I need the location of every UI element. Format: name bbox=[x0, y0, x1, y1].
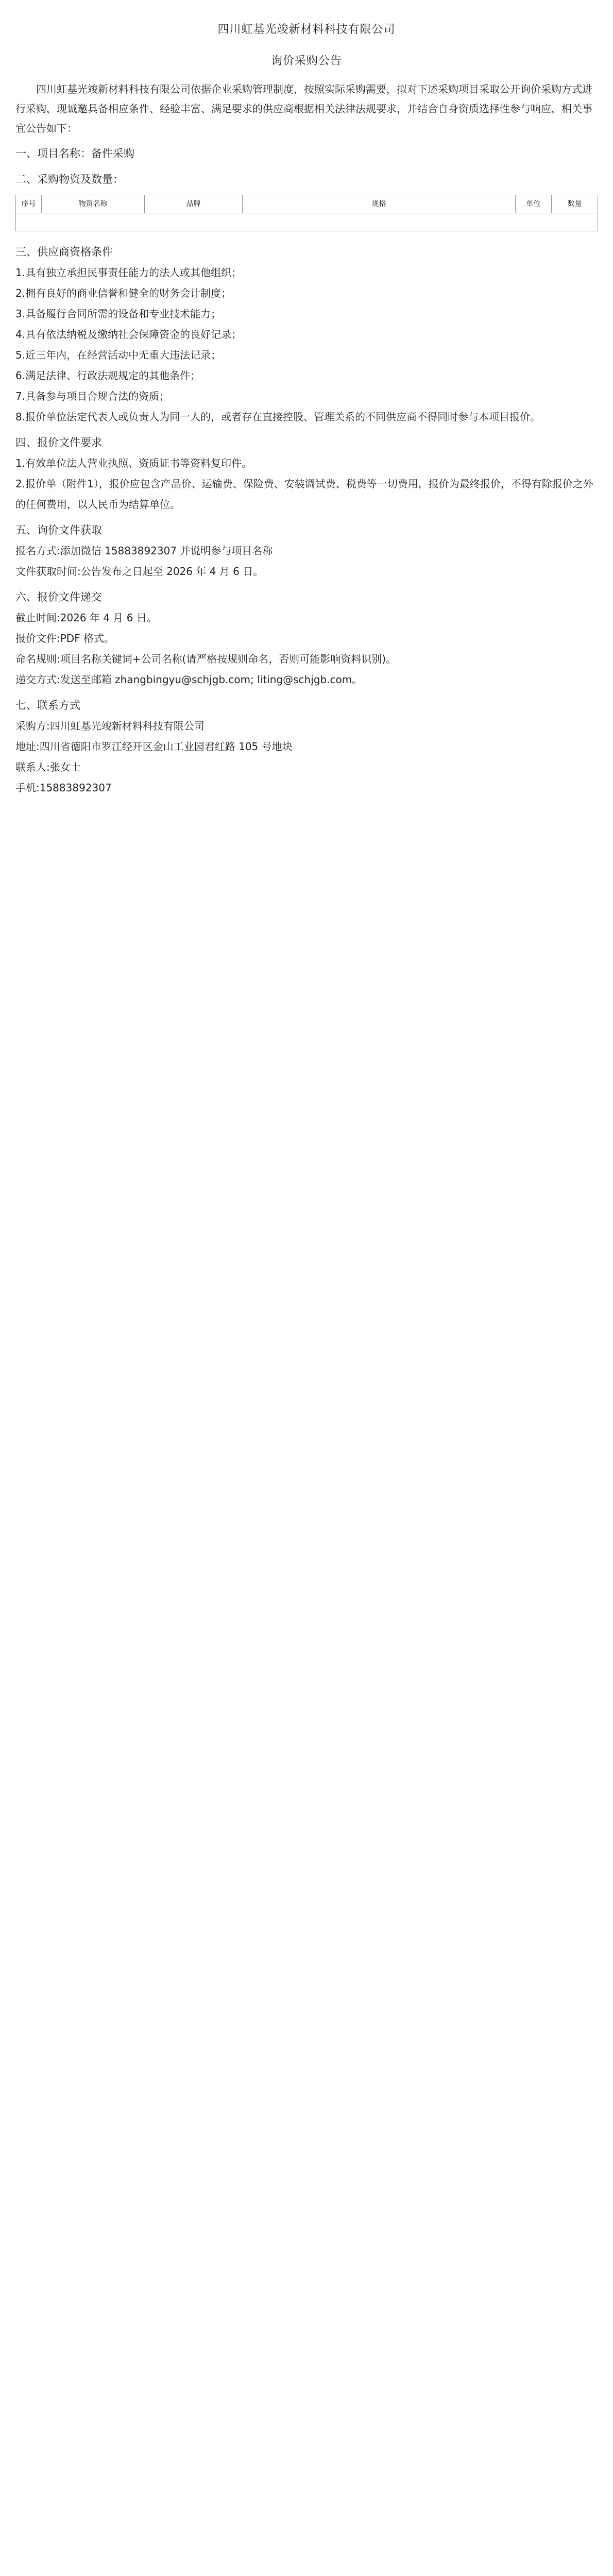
submission-email: 递交方式:发送至邮箱 zhangbingyu@schjgb.com; liting@schjgb.com。 bbox=[15, 673, 363, 686]
section6-heading: 六、报价文件递交 bbox=[15, 591, 102, 603]
phone-number: 手机:15883892307 bbox=[15, 782, 112, 794]
section5-heading: 五、询价文件获取 bbox=[15, 524, 102, 536]
section6-list bbox=[15, 607, 598, 690]
section1-heading: 一、项目名称：备件采购 bbox=[15, 147, 134, 160]
items-table bbox=[15, 195, 598, 231]
col-header-spec: 规格 bbox=[243, 195, 516, 213]
qualification-item: 3.具备履行合同所需的设备和专业技术能力； bbox=[15, 308, 222, 320]
col-header-qty: 数量 bbox=[552, 195, 598, 213]
section4-heading: 四、报价文件要求 bbox=[15, 436, 102, 449]
document-requirement-item: 1.有效单位法人营业执照、资质证书等资料复印件。 bbox=[15, 457, 252, 469]
qualification-item: 8.报价单位法定代表人或负责人为同一人的，或者存在直接控股、管理关系的不同供应商不得同时参与本项目报价。 bbox=[15, 411, 541, 423]
col-header-index: 序号 bbox=[16, 195, 42, 213]
col-header-name: 物资名称 bbox=[42, 195, 145, 213]
table-body-placeholder bbox=[16, 213, 598, 231]
section3-list bbox=[15, 262, 598, 427]
signup-method: 报名方式:添加微信 15883892307 并说明参与项目名称 bbox=[15, 545, 273, 557]
section2-heading: 二、采购物资及数量： bbox=[15, 173, 124, 185]
document-window: 文件获取时间:公告发布之日起至 2026 年 4 月 6 日。 bbox=[15, 565, 264, 578]
items-table-header bbox=[16, 195, 598, 213]
qualification-item: 2.拥有良好的商业信誉和健全的财务会计制度； bbox=[15, 287, 232, 299]
section7-heading: 七、联系方式 bbox=[15, 699, 80, 711]
address: 地址:四川省德阳市罗江经开区金山工业园君红路 105 号地块 bbox=[15, 740, 293, 753]
qualification-item: 7.具备参与项目合规合法的资质； bbox=[15, 390, 170, 402]
purchaser: 采购方:四川虹基光竣新材料科技有限公司 bbox=[15, 720, 205, 732]
deadline: 截止时间:2026 年 4 月 6 日。 bbox=[15, 612, 157, 624]
naming-rule: 命名规则:项目名称关键词+公司名称(请严格按规则命名，否则可能影响资料识别)。 bbox=[15, 653, 397, 665]
col-header-brand: 品牌 bbox=[145, 195, 243, 213]
announcement-page bbox=[0, 0, 613, 819]
qualification-item: 5.近三年内，在经营活动中无重大违法记录； bbox=[15, 349, 222, 361]
contact-person: 联系人:张女士 bbox=[15, 761, 81, 773]
section7-list bbox=[15, 716, 598, 798]
file-format: 报价文件:PDF 格式。 bbox=[15, 632, 115, 645]
qualification-item: 1.具有独立承担民事责任能力的法人或其他组织； bbox=[15, 266, 242, 279]
section5-list bbox=[15, 540, 598, 582]
document-requirement-item: 2.报价单（附件1），报价应包含产品价、运输费、保险费、安装调试费、税费等一切费用，报价为最终报价，不得有除报价之外的任何费用，以人民币为结算单位。 bbox=[15, 478, 593, 511]
table-body-cell bbox=[16, 213, 598, 231]
page-title: 询价采购公告 bbox=[270, 55, 342, 67]
company-name: 四川虹基光竣新材料科技有限公司 bbox=[217, 23, 396, 36]
section4-list bbox=[15, 453, 598, 515]
section3-heading: 三、供应商资格条件 bbox=[15, 246, 113, 258]
col-header-unit: 单位 bbox=[516, 195, 552, 213]
intro-paragraph: 四川虹基光竣新材料科技有限公司依据企业采购管理制度，按照实际采购需要，拟对下述采购项目采取公开询价采购方式进行采购，现诚邀具备相应条件、经验丰富、满足要求的供应商根据相关法律法规要求，并结合自身资质选择性参与响应，相关事宜公告如下： bbox=[15, 83, 592, 134]
qualification-item: 4.具有依法纳税及缴纳社会保障资金的良好记录； bbox=[15, 328, 242, 341]
qualification-item: 6.满足法律、行政法规规定的其他条件； bbox=[15, 369, 201, 382]
